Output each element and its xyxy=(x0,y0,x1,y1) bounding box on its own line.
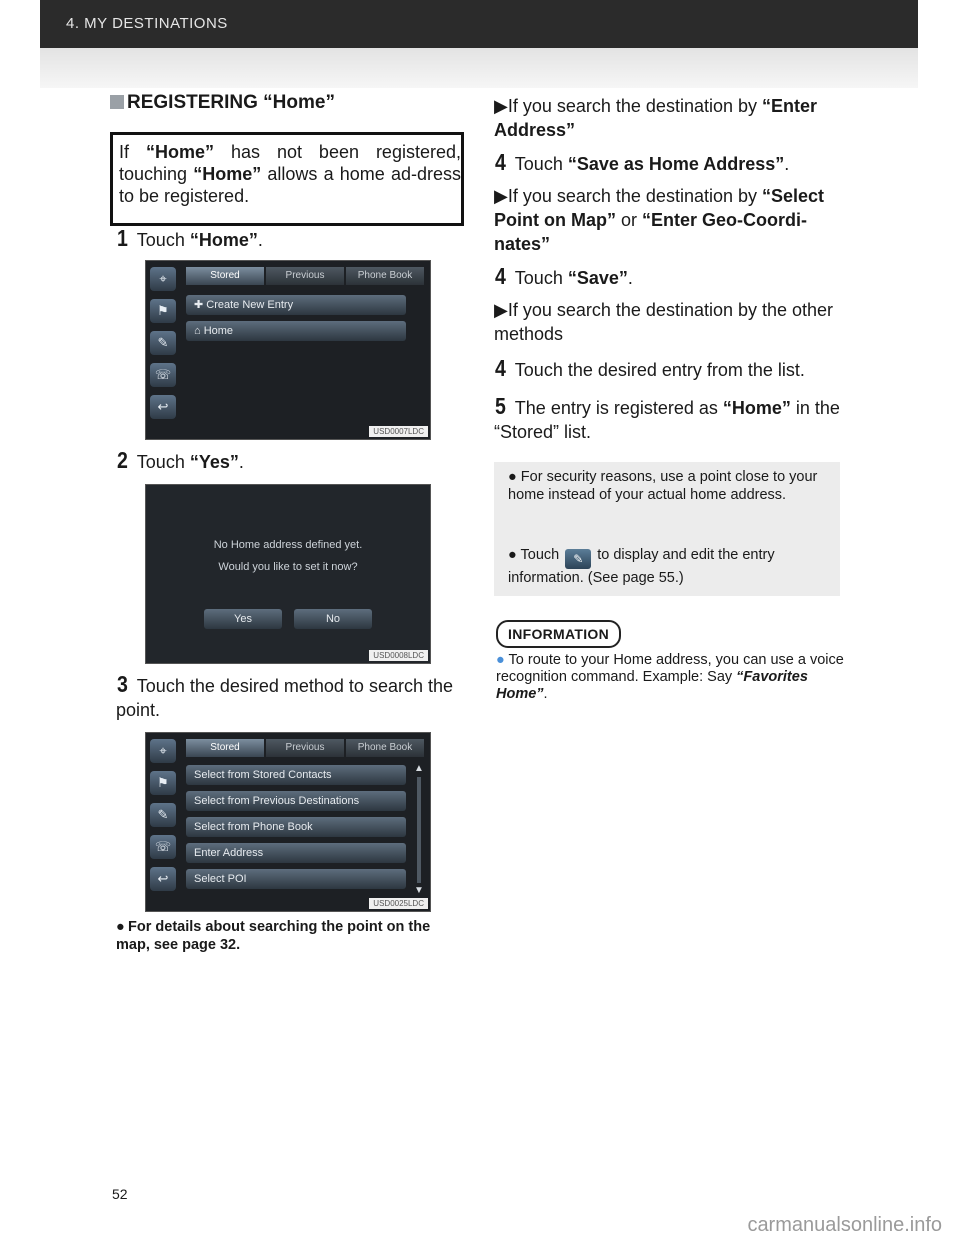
step-1 xyxy=(116,226,263,252)
info-text: To route to your Home address, you can use a voice recognition command. Example: Say xyxy=(496,652,844,685)
home-icon: ⌂ xyxy=(194,325,204,337)
step-bold: “Home” xyxy=(189,230,258,250)
condition-bold: “Enter Address” xyxy=(494,96,818,140)
select-poi-button[interactable]: Select POI xyxy=(186,869,406,889)
step-text: Touch xyxy=(136,230,190,250)
no-button[interactable]: No xyxy=(294,609,372,629)
info-bullet-icon: ● xyxy=(496,652,505,668)
tab-previous[interactable]: Previous xyxy=(266,267,344,285)
tab-stored[interactable]: Stored xyxy=(186,267,264,285)
square-bullet-icon xyxy=(110,95,124,109)
tab-phone-book[interactable]: Phone Book xyxy=(346,267,424,285)
step-number: 4 xyxy=(494,149,506,175)
tab-stored[interactable]: Stored xyxy=(186,739,264,757)
tip-text: to display and edit the entry information. (See page 55.) xyxy=(508,547,775,586)
notice-text: has not been registered, touching xyxy=(119,142,461,184)
flag-icon[interactable]: ⚑ xyxy=(150,771,176,795)
arrow-bullet-icon: ▶ xyxy=(494,300,508,320)
step-text: . xyxy=(627,268,633,288)
side-button-column xyxy=(150,267,180,427)
step-3 xyxy=(116,672,466,722)
page-header-title: 4. MY DESTINATIONS xyxy=(66,15,228,32)
flag-icon[interactable]: ⚑ xyxy=(150,299,176,323)
info-text: . xyxy=(543,686,548,702)
step-2 xyxy=(116,448,244,474)
condition-text: If you search the destination by the other methods xyxy=(494,300,834,344)
bullet-dot-icon: ● xyxy=(508,547,517,563)
info-bold: “Favorites Home” xyxy=(496,669,808,702)
phone-icon[interactable]: ☏ xyxy=(150,363,176,387)
back-icon[interactable]: ↩ xyxy=(150,395,176,419)
yes-button[interactable]: Yes xyxy=(204,609,282,629)
step-5 xyxy=(494,394,844,444)
tab-previous[interactable]: Previous xyxy=(266,739,344,757)
select-previous-destinations-button[interactable]: Select from Previous Destinations xyxy=(186,791,406,811)
tip-box xyxy=(494,462,840,596)
section-heading-text: REGISTERING “Home” xyxy=(127,92,335,113)
left-note-text: For details about searching the point on the map, see page 32. xyxy=(116,919,431,953)
step-text: . xyxy=(238,452,244,472)
notice-box xyxy=(110,132,464,226)
step-text: The entry is registered as xyxy=(514,398,723,418)
map-icon[interactable]: ⌖ xyxy=(150,739,176,763)
step-text: Touch xyxy=(514,268,568,288)
condition-bold: “Select Point on Map” xyxy=(494,186,825,230)
step-text: Touch xyxy=(514,154,568,174)
condition-select-point xyxy=(494,184,844,256)
home-entry-button[interactable] xyxy=(186,321,406,341)
condition-text: If you search the destination by xyxy=(507,186,762,206)
information-text xyxy=(496,652,846,703)
step-number: 4 xyxy=(494,355,506,381)
information-label: INFORMATION xyxy=(496,620,621,648)
notice-bold: “Home” xyxy=(145,142,214,162)
step-text: Touch the desired entry from the list. xyxy=(514,360,805,380)
settings-icon[interactable]: ✎ xyxy=(150,331,176,355)
condition-enter-address xyxy=(494,94,844,142)
scroll-track xyxy=(417,777,421,883)
step-text: in the “Stored” list. xyxy=(494,398,840,442)
tip-text: For security reasons, use a point close to your home instead of your actual home address. xyxy=(508,469,818,503)
step-number: 4 xyxy=(494,263,506,289)
page-number: 52 xyxy=(112,1186,128,1202)
step-bold: “Save” xyxy=(567,268,628,288)
left-note-bullet xyxy=(116,918,466,954)
dialog-message-line-2: Would you like to set it now? xyxy=(218,561,358,573)
select-stored-contacts-button[interactable]: Select from Stored Contacts xyxy=(186,765,406,785)
step-number: 1 xyxy=(116,225,128,251)
tab-bar xyxy=(186,739,424,757)
condition-text: If you search the destination by xyxy=(507,96,762,116)
scroll-down-icon[interactable]: ▼ xyxy=(414,885,424,896)
step-bold: “Yes” xyxy=(189,452,239,472)
step-4-save xyxy=(494,264,633,290)
step-bold: “Home” xyxy=(722,398,791,418)
tab-bar xyxy=(186,267,424,285)
map-icon[interactable]: ⌖ xyxy=(150,267,176,291)
enter-address-button[interactable]: Enter Address xyxy=(186,843,406,863)
step-text: . xyxy=(784,154,790,174)
list-row-label: Home xyxy=(203,325,234,337)
nav-screen-home-list xyxy=(145,260,431,440)
scrollbar[interactable] xyxy=(414,763,424,897)
notice-bold: “Home” xyxy=(193,164,262,184)
step-text: Touch xyxy=(136,452,190,472)
notice-text: allows a home ad-dress to be registered. xyxy=(119,164,462,206)
step-4-save-as-home xyxy=(494,150,789,176)
tip-edit-entry xyxy=(508,546,838,587)
step-number: 3 xyxy=(116,671,128,697)
phone-icon[interactable]: ☏ xyxy=(150,835,176,859)
side-button-column xyxy=(150,739,180,899)
step-number: 2 xyxy=(116,447,128,473)
edit-entry-icon: ✎ xyxy=(565,549,591,569)
create-new-entry-button[interactable] xyxy=(186,295,406,315)
arrow-bullet-icon: ▶ xyxy=(494,96,508,116)
step-4-select-entry xyxy=(494,356,805,382)
tab-phone-book[interactable]: Phone Book xyxy=(346,739,424,757)
back-icon[interactable]: ↩ xyxy=(150,867,176,891)
arrow-bullet-icon: ▶ xyxy=(494,186,508,206)
step-text: Touch the desired method to search the point. xyxy=(116,676,453,720)
list-row-label: Create New Entry xyxy=(206,299,294,311)
condition-other-methods xyxy=(494,298,844,346)
notice-text: If xyxy=(119,142,146,162)
header-band xyxy=(40,48,918,88)
step-bold: “Save as Home Address” xyxy=(567,154,785,174)
bullet-dot-icon: ● xyxy=(508,469,517,485)
scroll-up-icon[interactable]: ▲ xyxy=(414,763,424,774)
tip-security xyxy=(508,468,828,504)
condition-bold: “Enter Geo-Coordi-nates” xyxy=(494,210,807,254)
screen-id-label: USD0007LDC xyxy=(369,426,428,437)
dialog-message-line-1: No Home address defined yet. xyxy=(213,539,363,551)
add-icon: ✚ xyxy=(194,299,207,311)
condition-text: or xyxy=(615,210,642,230)
step-number: 5 xyxy=(494,393,506,419)
section-heading xyxy=(110,92,335,114)
watermark: carmanualsonline.info xyxy=(747,1214,942,1236)
nav-screen-search-methods xyxy=(145,732,431,912)
screen-id-label: USD0025LDC xyxy=(369,898,428,909)
tip-text: Touch xyxy=(520,547,560,563)
settings-icon[interactable]: ✎ xyxy=(150,803,176,827)
bullet-dot-icon: ● xyxy=(116,919,125,935)
select-phone-book-button[interactable]: Select from Phone Book xyxy=(186,817,406,837)
nav-screen-dialog xyxy=(145,484,431,664)
step-text: . xyxy=(257,230,263,250)
screen-id-label: USD0008LDC xyxy=(369,650,428,661)
